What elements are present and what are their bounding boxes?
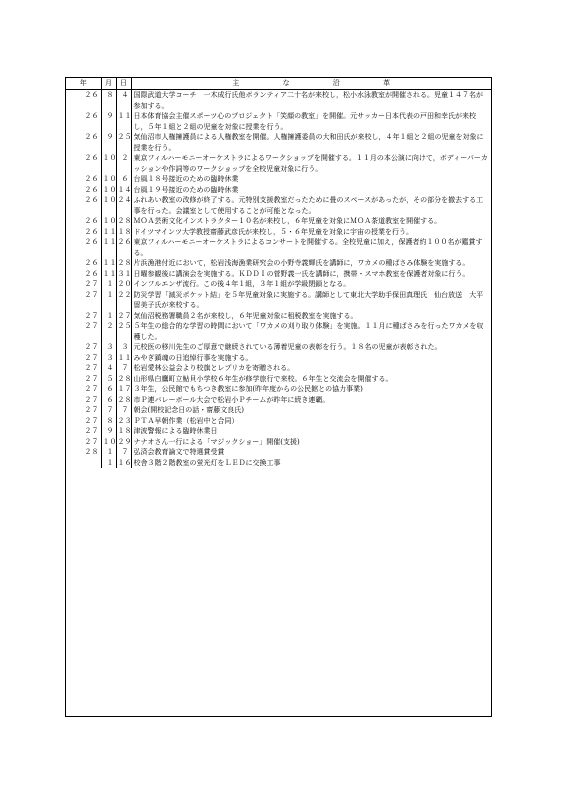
event-cell: インフルエンザ流行。この後４年１組，３年１組が学級閉鎖となる。 — [133, 280, 351, 288]
day-cell: １１ — [116, 111, 131, 132]
table-row — [66, 174, 491, 185]
year-cell: ２７ — [66, 363, 101, 374]
year-cell: ２７ — [66, 279, 101, 290]
year-cell: ２８ — [66, 447, 101, 458]
event-cell: 日曜参観後に講演会を実施する。ＫＤＤＩの菅野義一氏を講師に，携帯・スマホ教室を保護者対象に行う。 — [133, 269, 470, 278]
month-cell: ９ — [101, 111, 116, 132]
day-cell: ２０ — [117, 280, 132, 288]
month-cell: ８ — [101, 416, 116, 427]
table-row — [66, 311, 491, 322]
day-cell: １１ — [117, 353, 132, 362]
day-cell: ２８ — [117, 374, 132, 383]
month-cell: １ — [101, 290, 116, 311]
day-cell: ２ — [116, 153, 131, 174]
day-cell: ６ — [116, 174, 131, 185]
day-cell: ２４ — [116, 195, 131, 216]
day-cell: ２５ — [116, 132, 131, 153]
event-cell: 東京フィルハーモニーオーケストラによるワークショップを開催する。１１月の本公演に向けて，ボディーパーカッションや作詞等のワークショップを全校児童対象に行う。 — [133, 154, 488, 173]
year-cell: ２７ — [66, 426, 101, 437]
table-row — [66, 269, 491, 280]
year-cell: ２６ — [66, 269, 101, 280]
table-row — [66, 258, 491, 269]
year-cell: ２７ — [66, 353, 101, 364]
event-cell: ３年生，公民館でもちつき教室に参加(昨年度からの公民館との協力事業) — [133, 385, 363, 393]
table-row — [66, 290, 491, 311]
table-row — [66, 237, 491, 258]
header-events-char-2: な — [282, 79, 290, 88]
year-cell: ２７ — [66, 405, 101, 416]
year-cell: ２７ — [66, 437, 101, 448]
table-row — [66, 195, 491, 216]
day-cell: １４ — [117, 185, 132, 194]
month-cell: １ — [101, 458, 116, 469]
year-cell: ２６ — [66, 237, 101, 258]
month-cell: １１ — [102, 269, 117, 278]
event-cell: 東京フィルハーモニーオーケストラによるコンサートを開催する。全校児童に加え，保護者約１００名が鑑賞する。 — [133, 238, 483, 257]
month-cell: ６ — [101, 384, 116, 395]
month-cell: １ — [101, 279, 116, 290]
event-cell: 防災学習「減災ポケット結」を５年児童対象に実施する。講師として東北大学助手保田真理氏 仙台放送 大平留美子氏が来校する。 — [133, 290, 484, 309]
month-cell: １０ — [101, 195, 116, 216]
event-cell: 松岩愛林公益会より校旗とレプリカを寄贈される。 — [133, 364, 295, 372]
table-row — [66, 132, 491, 153]
table-row — [66, 416, 491, 427]
table-row — [66, 111, 491, 132]
table-header-row — [66, 78, 491, 90]
table-row — [66, 227, 491, 238]
year-cell: ２７ — [66, 416, 101, 427]
header-month: 月 — [101, 78, 116, 90]
day-cell: ２５ — [116, 321, 131, 342]
month-cell: １１ — [101, 237, 116, 258]
month-cell: ３ — [101, 342, 116, 353]
year-cell: ２７ — [66, 395, 101, 406]
table-row — [66, 405, 491, 416]
day-cell: １７ — [117, 385, 132, 393]
event-cell: 台風１９号接近のための臨時休業 — [133, 185, 239, 194]
event-cell: ５年生の総合的な学習の時間において「ワカメの刈り取り体験」を実施。１１月に種ばさみを行ったワカメを収穫した。 — [133, 322, 484, 341]
chronology-table-frame — [65, 77, 492, 717]
table-row — [66, 216, 491, 227]
year-cell: ２６ — [66, 111, 101, 132]
table-row — [66, 458, 491, 469]
table-row — [66, 353, 491, 364]
month-cell: ２ — [101, 321, 116, 342]
event-cell: 津波警報による臨時休業日 — [133, 427, 218, 435]
header-events-char-3: 沿 — [332, 79, 340, 88]
month-cell: ９ — [101, 426, 116, 437]
event-cell: 校舎３階２階教室の蛍光灯をＬＥＤに交換工事 — [133, 458, 281, 467]
table-row — [66, 363, 491, 374]
month-cell: ９ — [101, 132, 116, 153]
event-cell: 日本体育協会主催スポーツ心のプロジェクト「笑顔の教室」を開催。元サッカー日本代表の戸田和幸氏が来校し，５年１組と２組の児童を対象に授業を行う。 — [133, 112, 476, 131]
month-cell: １０ — [102, 175, 117, 183]
month-cell: ７ — [101, 405, 116, 416]
month-cell: １０ — [101, 153, 116, 174]
event-cell: 国際武道大学コーチ 一木成行氏他ボランティア二十名が来校し，松小水泳教室が開催される。児童１４７名が参加する。 — [133, 91, 483, 110]
year-cell: ２７ — [66, 384, 101, 395]
day-cell: １８ — [117, 227, 132, 236]
month-cell: ４ — [101, 363, 116, 374]
day-cell: ４ — [116, 90, 131, 112]
table-row — [66, 384, 491, 395]
day-cell: １６ — [117, 458, 132, 467]
month-cell: １１ — [102, 259, 117, 267]
year-cell: ２６ — [66, 174, 101, 185]
day-cell: ２２ — [116, 290, 131, 311]
year-cell: ２６ — [66, 227, 101, 238]
event-cell: ＭＯＡ芸術文化インストラクター１０名が来校し，６年児童を対象にＭＯＡ茶道教室を開催する。 — [133, 217, 442, 225]
event-cell: ナナオさん一行による「マジックショー」開催(支援) — [133, 437, 300, 446]
year-cell: ２７ — [66, 290, 101, 311]
year-cell: ２７ — [66, 311, 101, 322]
day-cell: ２７ — [117, 311, 132, 320]
year-cell: ２６ — [66, 153, 101, 174]
year-cell: ２６ — [66, 258, 101, 269]
table-row — [66, 395, 491, 406]
event-cell: 片浜漁港付近において，松岩浅海漁業研究会の小野寺義輝氏を講師に，ワカメの種ばさみ体験を実施する。 — [133, 259, 470, 267]
event-cell: 朝会(開校記念日の話・齋藤文良氏) — [133, 406, 244, 414]
header-events-char-1: 主 — [232, 79, 240, 88]
chronology-table — [66, 78, 491, 468]
event-cell: 気仙沼税務署職員２名が来校し，６年児童対象に租税教室を実施する。 — [133, 311, 358, 320]
table-body — [66, 90, 491, 469]
event-cell: 台風１８号接近のための臨時休業 — [133, 175, 239, 183]
header-events-char-4: 革 — [383, 79, 391, 88]
month-cell: １１ — [102, 227, 117, 236]
day-cell: ７ — [116, 363, 131, 374]
month-cell: １０ — [102, 437, 117, 446]
day-cell: ７ — [116, 447, 131, 458]
month-cell: １ — [101, 447, 116, 458]
year-cell: ２７ — [66, 374, 101, 385]
year-cell: ２６ — [66, 90, 101, 112]
month-cell: １０ — [102, 217, 117, 225]
table-row — [66, 185, 491, 196]
month-cell: ６ — [101, 395, 116, 406]
year-cell — [66, 458, 101, 469]
year-cell: ２７ — [66, 342, 101, 353]
event-cell: ＰＴＡ早朝作業（松岩中と合同） — [133, 416, 239, 425]
table-row — [66, 437, 491, 448]
event-cell: ふれあい教室の改修が終了する。元特別支援教室だったために畳のスペースがあったが，その部分を撤去する工事を行った。会議室として使用することが可能となった。 — [133, 196, 484, 215]
table-row — [66, 374, 491, 385]
month-cell: ５ — [101, 374, 116, 385]
event-cell: みやぎ鎮魂の日追悼行事を実施する。 — [133, 353, 253, 362]
year-cell: ２６ — [66, 216, 101, 227]
table-row — [66, 447, 491, 458]
table-row — [66, 279, 491, 290]
table-row — [66, 90, 491, 112]
year-cell: ２６ — [66, 195, 101, 216]
header-day: 日 — [116, 78, 131, 90]
day-cell: ２９ — [117, 437, 132, 446]
year-cell: ２６ — [66, 132, 101, 153]
day-cell: ３１ — [117, 269, 132, 278]
month-cell: ３ — [101, 353, 116, 364]
header-events — [131, 78, 491, 90]
event-cell: ドイツマインツ大学教授齋藤武彦氏が来校し，５・６年児童を対象に宇宙の授業を行う。 — [133, 227, 414, 236]
day-cell: ２６ — [116, 237, 131, 258]
year-cell: ２７ — [66, 321, 101, 342]
table-row — [66, 153, 491, 174]
day-cell: １８ — [117, 427, 132, 435]
table-row — [66, 342, 491, 353]
table-row — [66, 426, 491, 437]
month-cell: ８ — [101, 90, 116, 112]
event-cell: 気仙沼市人権擁護員による人権教室を開催。人権擁護委員の大和田氏が来校し，４年１組と２組の児童を対象に授業を行う。 — [133, 133, 484, 152]
table-row — [66, 321, 491, 342]
day-cell: ２８ — [117, 217, 132, 225]
day-cell: ３ — [116, 342, 131, 353]
year-cell: ２６ — [66, 185, 101, 196]
day-cell: ２３ — [117, 416, 132, 425]
day-cell: ２８ — [117, 395, 132, 404]
event-cell: 元校医の移川先生のご厚意で継続されている薄着児童の表彰を行う。１８名の児童が表彰された。 — [133, 343, 442, 351]
day-cell: ７ — [116, 405, 131, 416]
header-year: 年 — [66, 78, 101, 90]
month-cell: １ — [101, 311, 116, 322]
event-cell: 山形県白鷹町立鮎貝小学校６年生が修学旅行で来校。６年生と交流会を開催する。 — [133, 374, 393, 383]
month-cell: １０ — [102, 185, 117, 194]
day-cell: ２８ — [117, 259, 132, 267]
event-cell: 市Ｐ連バレーボール大会で松岩小Ｐチームが昨年に続き連覇。 — [133, 395, 330, 404]
event-cell: 弘済会教育論文で特選賞受賞 — [133, 448, 225, 456]
